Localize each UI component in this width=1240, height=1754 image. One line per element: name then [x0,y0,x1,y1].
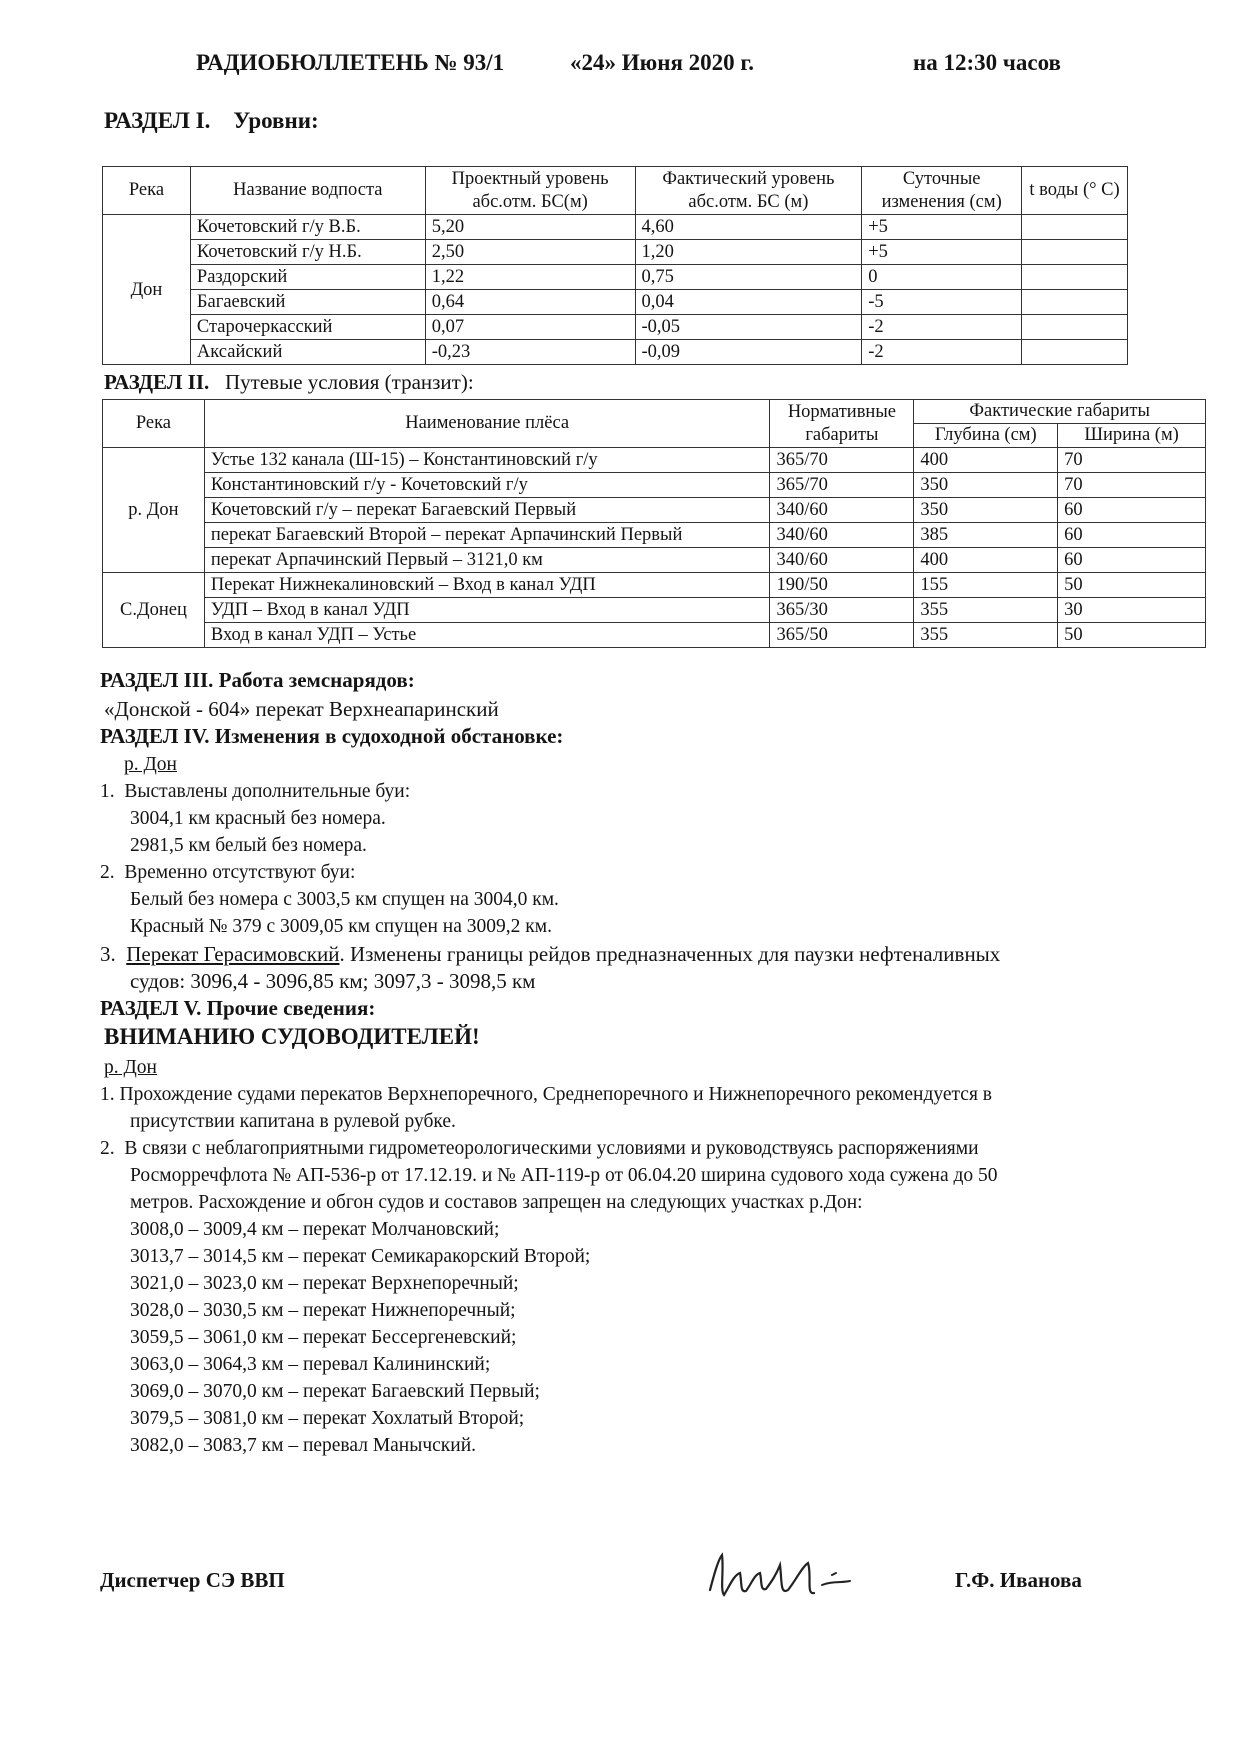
section1-heading [104,108,319,134]
item-text: . Изменены границы рейдов предназначенных для паузки нефтеналивных [339,942,1001,966]
table-row [103,523,1206,548]
list-item [100,941,1000,967]
list-item: Белый без номера с 3003,5 км спущен на 3004,0 км. [130,889,559,910]
reach-cell: перекат Арпачинский Первый – 3121,0 км [204,548,770,573]
paragraph-2-cont: метров. Расхождение и обгон судов и составов запрещен на следующих участках р.Дон: [130,1192,863,1213]
paragraph-1 [100,1082,992,1108]
temp-cell [1022,290,1128,315]
item-text: Выставлены дополнительные буи: [124,781,411,802]
temp-cell [1022,215,1128,240]
paragraph-2-cont: Росморречфлота № АП-536-р от 17.12.19. и № АП-119-р от 06.04.20 ширина судового хода сужена до 50 [130,1165,998,1186]
transit-header-row [103,400,1206,424]
reach-cell: УДП – Вход в канал УДП [204,598,770,623]
section3-title: РАЗДЕЛ III. Работа земснарядов: [100,668,415,692]
temp-cell [1022,240,1128,265]
reach-cell: перекат Багаевский Второй – перекат Арпачинский Первый [204,523,770,548]
daily-cell: -5 [862,290,1022,315]
depth-cell: 400 [914,448,1058,473]
col-water-temp: t воды (° С) [1022,167,1128,215]
bulletin-title: РАДИОБЮЛЛЕТЕНЬ № 93/1 [196,50,505,75]
item-number: 2. [100,1138,115,1159]
design-cell: 1,22 [425,265,635,290]
design-cell: -0,23 [425,340,635,365]
norm-cell: 365/70 [770,448,914,473]
paragraph-2 [100,1136,979,1162]
reach-cell: Перекат Нижнекалиновский – Вход в канал УДП [204,573,770,598]
daily-cell: +5 [862,215,1022,240]
col-width: Ширина (м) [1058,424,1206,448]
item-number: 1. [100,1084,115,1105]
bulletin-header [0,50,1240,90]
item-number: 3. [100,942,116,966]
item-number: 2. [100,862,115,883]
width-cell: 60 [1058,523,1206,548]
reach-cell: Константиновский г/у - Кочетовский г/у [204,473,770,498]
signature-icon [700,1535,870,1615]
table-row [103,340,1128,365]
col-reach-name: Наименование плёса [204,400,770,448]
section2-title: РАЗДЕЛ II. [104,370,210,394]
dredger-text: «Донской - 604» перекат Верхнеапаринский [104,697,499,721]
section2-heading [104,370,474,395]
dispatcher-position: Диспетчер СЭ ВВП [100,1568,285,1592]
norm-cell: 190/50 [770,573,914,598]
transit-table [102,399,1206,648]
item-number: 1. [100,781,115,802]
design-cell: 5,20 [425,215,635,240]
item-place: Перекат Герасимовский [126,942,340,966]
attention-title: ВНИМАНИЮ СУДОВОДИТЕЛЕЙ! [104,1024,480,1049]
col-daily-change: Суточные изменения (см) [862,167,1022,215]
reach-cell: Устье 132 канала (Ш-15) – Константиновский г/у [204,448,770,473]
station-cell: Старочеркасский [190,315,425,340]
attention-heading [104,1024,480,1050]
actual-cell: 4,60 [635,215,862,240]
table-row [103,265,1128,290]
section1-subtitle: Уровни: [233,108,319,133]
list-item: 3028,0 – 3030,5 км – перекат Нижнепоречный; [130,1300,516,1321]
bulletin-time: на 12:30 часов [913,50,1061,75]
design-cell: 0,64 [425,290,635,315]
actual-cell: 1,20 [635,240,862,265]
actual-cell: 0,75 [635,265,862,290]
temp-cell [1022,265,1128,290]
section3-heading [100,668,415,693]
list-item: 3082,0 – 3083,7 км – перевал Манычский. [130,1435,477,1456]
col-river: Река [103,167,191,215]
table-row [103,573,1206,598]
depth-cell: 350 [914,473,1058,498]
col-design-level: Проектный уровень абс.отм. БС(м) [425,167,635,215]
actual-cell: -0,09 [635,340,862,365]
daily-cell: 0 [862,265,1022,290]
list-item: 3079,5 – 3081,0 км – перекат Хохлатый Второй; [130,1408,525,1429]
width-cell: 60 [1058,498,1206,523]
col-depth: Глубина (см) [914,424,1058,448]
item-text: Прохождение судами перекатов Верхнепоречного, Среднепоречного и Нижнепоречного рекомендуется в [119,1084,993,1105]
list-item: 3069,0 – 3070,0 км – перекат Багаевский Первый; [130,1381,540,1402]
table-row [103,548,1206,573]
depth-cell: 385 [914,523,1058,548]
station-cell: Кочетовский г/у Н.Б. [190,240,425,265]
col-station: Название водпоста [190,167,425,215]
norm-cell: 365/70 [770,473,914,498]
reach-cell: Вход в канал УДП – Устье [204,623,770,648]
width-cell: 70 [1058,448,1206,473]
norm-cell: 365/30 [770,598,914,623]
bulletin-date: «24» Июня 2020 г. [570,50,755,75]
table-row [103,315,1128,340]
list-item-cont: судов: 3096,4 - 3096,85 км; 3097,3 - 3098,5 км [130,969,536,993]
design-cell: 2,50 [425,240,635,265]
temp-cell [1022,315,1128,340]
daily-cell: -2 [862,340,1022,365]
station-cell: Багаевский [190,290,425,315]
norm-cell: 365/50 [770,623,914,648]
daily-cell: -2 [862,315,1022,340]
section1-title: РАЗДЕЛ I. [104,108,211,133]
station-cell: Раздорский [190,265,425,290]
levels-header-row [103,167,1128,215]
width-cell: 50 [1058,623,1206,648]
table-row [103,473,1206,498]
section4-river: р. Дон [124,754,177,775]
col-fact-dims: Фактические габариты [914,400,1206,424]
depth-cell: 355 [914,598,1058,623]
actual-cell: -0,05 [635,315,862,340]
paragraph-1-cont: присутствии капитана в рулевой рубке. [130,1111,456,1132]
daily-cell: +5 [862,240,1022,265]
river-cell: р. Дон [103,448,205,573]
col-actual-level: Фактический уровень абс.отм. БС (м) [635,167,862,215]
table-row [103,598,1206,623]
width-cell: 30 [1058,598,1206,623]
reach-cell: Кочетовский г/у – перекат Багаевский Первый [204,498,770,523]
section5-title: РАЗДЕЛ V. Прочие сведения: [100,996,376,1020]
levels-table [102,166,1128,365]
table-row [103,498,1206,523]
norm-cell: 340/60 [770,498,914,523]
section5-river: р. Дон [104,1057,157,1078]
depth-cell: 355 [914,623,1058,648]
list-item: 3021,0 – 3023,0 км – перекат Верхнепоречный; [130,1273,519,1294]
list-item: 3059,5 – 3061,0 км – перекат Бессергеневский; [130,1327,517,1348]
list-item: 3013,7 – 3014,5 км – перекат Семикаракорский Второй; [130,1246,591,1267]
list-item: 3063,0 – 3064,3 км – перевал Калининский; [130,1354,491,1375]
design-cell: 0,07 [425,315,635,340]
table-row [103,448,1206,473]
norm-cell: 340/60 [770,548,914,573]
width-cell: 50 [1058,573,1206,598]
station-cell: Кочетовский г/у В.Б. [190,215,425,240]
list-item: Красный № 379 с 3009,05 км спущен на 3009,2 км. [130,916,552,937]
table-row [103,215,1128,240]
river-cell: С.Донец [103,573,205,648]
dispatcher-name: Г.Ф. Иванова [955,1568,1082,1592]
width-cell: 70 [1058,473,1206,498]
width-cell: 60 [1058,548,1206,573]
actual-cell: 0,04 [635,290,862,315]
list-item: 2981,5 км белый без номера. [130,835,367,856]
section4-title: РАЗДЕЛ IV. Изменения в судоходной обстановке: [100,724,564,748]
item-text: В связи с неблагоприятными гидрометеорологическими условиями и руководствуясь распоряжениями [124,1138,979,1159]
col-norm-dims: Нормативные габариты [770,400,914,448]
station-cell: Аксайский [190,340,425,365]
section2-subtitle: Путевые условия (транзит): [225,370,474,394]
list-item [100,860,355,886]
section4-heading [100,724,563,749]
temp-cell [1022,340,1128,365]
item-text: Временно отсутствуют буи: [124,862,356,883]
depth-cell: 155 [914,573,1058,598]
list-item: 3004,1 км красный без номера. [130,808,386,829]
river-cell: Дон [103,215,191,365]
list-item [100,779,410,805]
table-row [103,290,1128,315]
col-river: Река [103,400,205,448]
section5-heading [100,996,375,1021]
table-row [103,240,1128,265]
table-row [103,623,1206,648]
depth-cell: 400 [914,548,1058,573]
list-item: 3008,0 – 3009,4 км – перекат Молчановский; [130,1219,500,1240]
norm-cell: 340/60 [770,523,914,548]
depth-cell: 350 [914,498,1058,523]
